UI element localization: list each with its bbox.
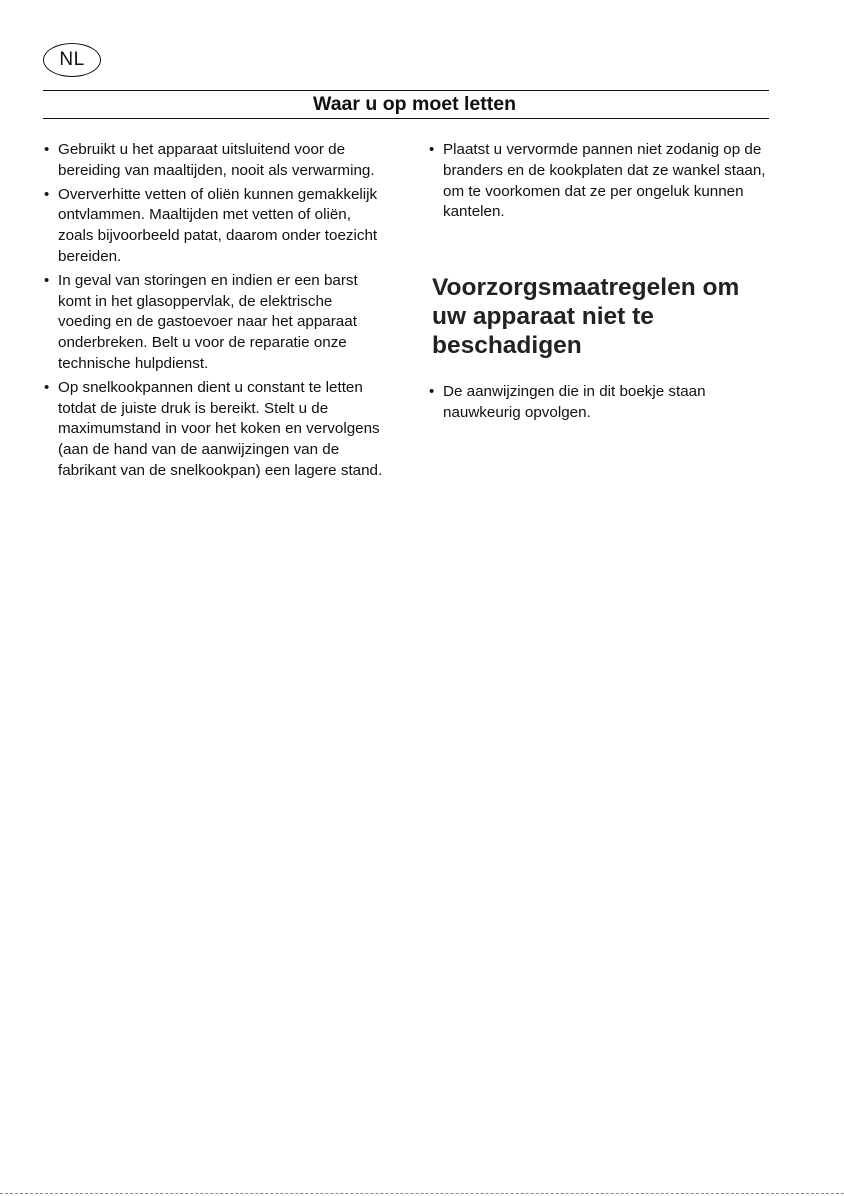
language-badge: NL xyxy=(43,43,101,77)
right-bullet-list-top xyxy=(428,140,773,223)
list-item xyxy=(43,271,388,375)
list-item-text: Gebruikt u het apparaat uitsluitend voor de bereiding van maaltijden, nooit als verwarming. xyxy=(58,141,375,179)
right-bullet-list-bottom xyxy=(428,382,773,424)
bullet-icon: • xyxy=(429,383,435,401)
list-item xyxy=(43,140,388,182)
right-column xyxy=(428,140,773,427)
bullet-icon: • xyxy=(44,141,50,158)
list-item-text: Oververhitte vetten of oliën kunnen gemakkelijk ontvlammen. Maaltijden met vetten of oliën, zoals bijvoorbeeld patat, daarom onder toezicht bereiden. xyxy=(58,185,378,265)
bullet-icon: • xyxy=(44,378,50,396)
list-item xyxy=(428,382,773,424)
list-item-text: In geval van storingen en indien er een barst komt in het glasoppervlak, de elektrische voeding en de gastoevoer naar het apparaat onderbreken. Belt u voor de reparatie onze technische hulpdienst. xyxy=(58,271,358,372)
section-title: Waar u op moet letten xyxy=(313,93,516,115)
bullet-icon: • xyxy=(429,141,435,158)
list-item-text: Plaatst u vervormde pannen niet zodanig op de branders en de kookplaten dat ze wankel staan, om te voorkomen dat ze per ongeluk kunnen kantelen. xyxy=(443,141,766,221)
bullet-icon: • xyxy=(44,185,50,203)
header-top-rule xyxy=(43,90,769,91)
bullet-icon: • xyxy=(44,271,50,289)
list-item-text: Op snelkookpannen dient u constant te letten totdat de juiste druk is bereikt. Stelt u de maximumstand in voor het koken en vervolgens (aan de hand van de aanwijzingen van de fabrikant van de snelkookpan) een lagere stand. xyxy=(58,378,383,479)
list-item xyxy=(43,185,388,268)
list-item xyxy=(43,378,388,482)
list-item xyxy=(428,140,773,223)
list-item-text: De aanwijzingen die in dit boekje staan nauwkeurig opvolgen. xyxy=(443,383,706,421)
left-bullet-list xyxy=(43,140,388,482)
page-bottom-edge xyxy=(0,1193,844,1194)
header-bottom-rule xyxy=(43,118,769,119)
left-column xyxy=(43,140,388,485)
subheading: Voorzorgsmaatregelen om uw apparaat niet te beschadigen xyxy=(432,274,740,360)
